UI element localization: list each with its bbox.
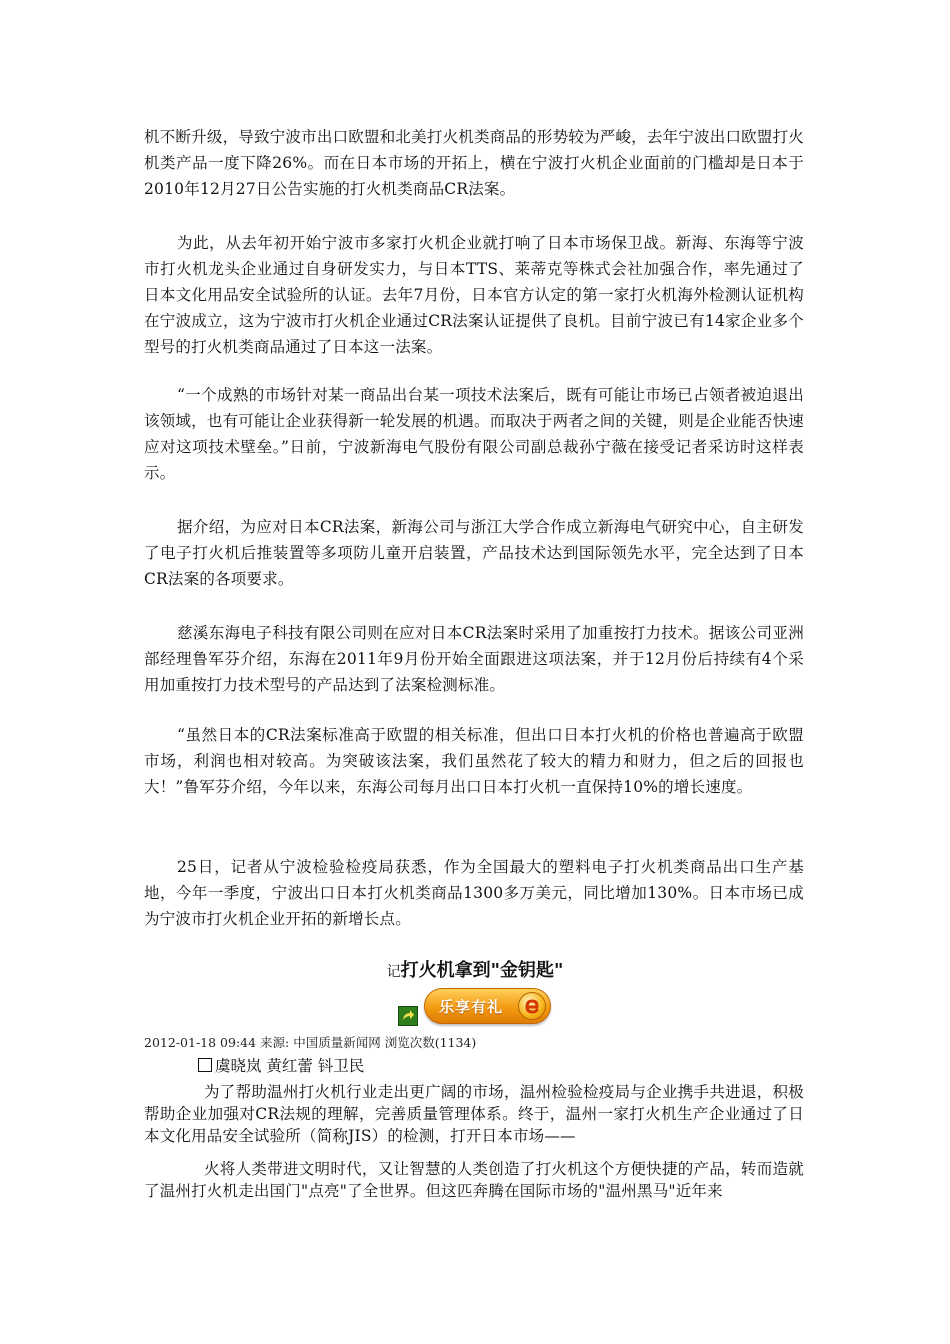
share-small-icon[interactable] (398, 1006, 418, 1026)
article-title-prefix: 记 (386, 964, 401, 980)
article-title-main: 打火机拿到"金钥匙" (400, 960, 564, 981)
article-paragraph: 为此，从去年初开始宁波市多家打火机企业就打响了日本市场保卫战。新海、东海等宁波市打火机龙头企业通过自身研发实力，与日本TTS、莱蒂克等株式会社加强合作，率先通过了日本文化用品安全试验所的认证。去年7月份，日本官方认定的第一家打火机海外检测认证机构在宁波成立，这为宁波市打火机企业通过CR法案认证提供了良机。目前宁波已有14家企业多个型号的打火机类商品通过了日本这一法案。 (144, 234, 804, 356)
checkbox-square-icon (198, 1058, 212, 1072)
article-meta: 2012-01-18 09:44 来源: 中国质量新闻网 浏览次数(1134) (144, 1035, 477, 1050)
article-authors (198, 1055, 364, 1077)
article-title (0, 960, 950, 983)
authors-text: 虞晓岚 黄红蕾 钭卫民 (215, 1057, 365, 1075)
article-paragraph: “虽然日本的CR法案标准高于欧盟的相关标准，但出口日本打火机的价格也普遍高于欧盟市场，利润也相对较高。为突破该法案，我们虽然花了较大的精力和财力，但之后的回报也大！”鲁军芬介绍，今年以来，东海公司每月出口日本打火机一直保持10%的增长速度。 (144, 726, 804, 796)
article-paragraph: 火将人类带进文明时代，又让智慧的人类创造了打火机这个方便快捷的产品，转而造就了温州打火机走出国门"点亮"了全世界。但这匹奔腾在国际市场的"温州黑马"近年来 (144, 1160, 804, 1200)
share-gift-label: 乐享有礼 (439, 998, 504, 1016)
article-paragraph: “一个成熟的市场针对某一商品出台某一项技术法案后，既有可能让市场已占领者被迫退出该领域，也有可能让企业获得新一轮发展的机遇。而取决于两者之间的关键，则是企业能否快速应对这项技术壁垒。”日前，宁波新海电气股份有限公司副总裁孙宁薇在接受记者采访时这样表示。 (144, 386, 804, 482)
article-paragraph: 慈溪东海电子科技有限公司则在应对日本CR法案时采用了加重按打力技术。据该公司亚洲部经理鲁军芬介绍，东海在2011年9月份开始全面跟进这项法案，并于12月份后持续有4个采用加重按打力技术型号的产品达到了法案检测标准。 (144, 624, 804, 694)
share-gift-button[interactable] (424, 988, 551, 1024)
article-paragraph: 25日，记者从宁波检验检疫局获悉，作为全国最大的塑料电子打火机类商品出口生产基地，今年一季度，宁波出口日本打火机类商品1300多万美元，同比增加130%。日本市场已成为宁波市打火机企业开拓的新增长点。 (144, 858, 804, 928)
article-paragraph: 机不断升级，导致宁波市出口欧盟和北美打火机类商品的形势较为严峻，去年宁波出口欧盟打火机类产品一度下降26%。而在日本市场的开拓上，横在宁波打火机企业面前的门槛却是日本于2010年12月27日公告实施的打火机类商品CR法案。 (144, 128, 804, 198)
share-row (398, 988, 558, 1028)
article-paragraph: 为了帮助温州打火机行业走出更广阔的市场，温州检验检疫局与企业携手共进退，积极帮助企业加强对CR法规的理解，完善质量管理体系。终于，温州一家打火机生产企业通过了日本文化用品安全试验所（简称JIS）的检测，打开日本市场—— (144, 1083, 804, 1145)
article-paragraph: 据介绍，为应对日本CR法案，新海公司与浙江大学合作成立新海电气研究中心，自主研发了电子打火机后推装置等多项防儿童开启装置，产品技术达到国际领先水平，完全达到了日本CR法案的各项要求。 (144, 518, 804, 588)
e-logo-icon (518, 992, 546, 1020)
